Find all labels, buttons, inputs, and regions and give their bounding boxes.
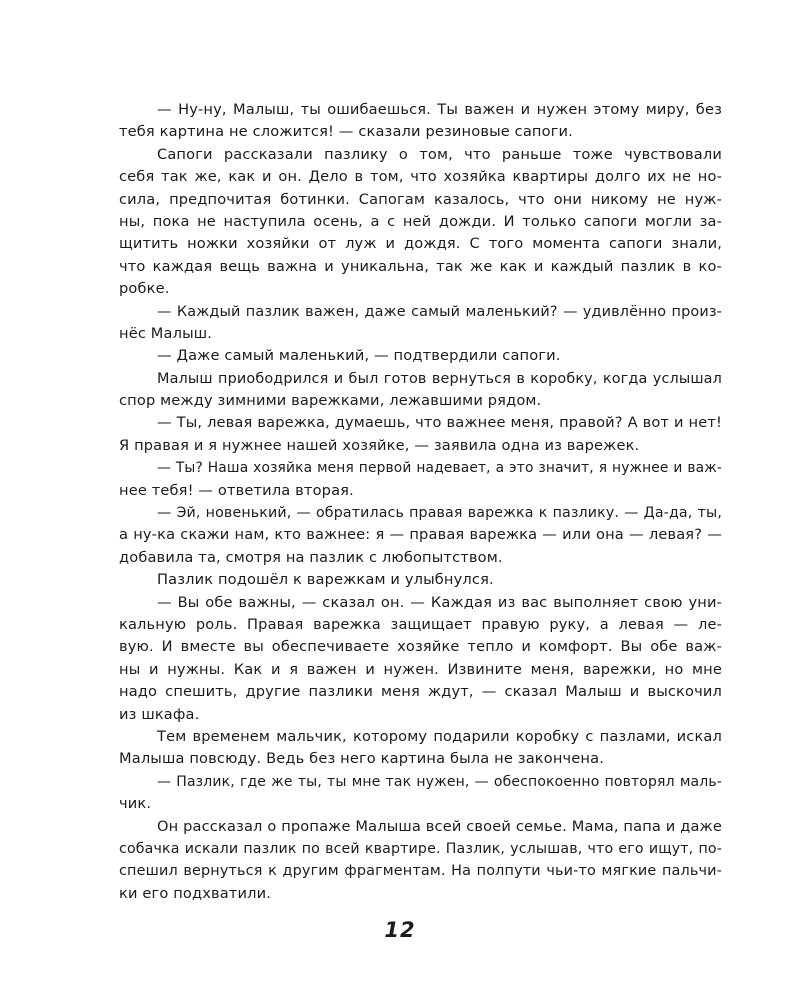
text-line: спор между зимними варежками, лежавшими рядом.: [119, 392, 542, 410]
text-line: — Пазлик, где же ты, ты мне так нужен, — обеспокоенно повторял маль-: [157, 773, 722, 790]
text-line: ки его подхватили.: [119, 884, 272, 902]
text-line: вую. И вместе вы обеспечиваете хозяйке тепло и комфорт. Вы обе важ-: [119, 638, 722, 656]
text-line: робке.: [119, 280, 170, 298]
text-line: — Ты? Наша хозяйка меня первой надевает, а это значит, я нужнее и важ-: [157, 460, 722, 477]
text-line: Малыш приободрился и был готов вернуться в коробку, когда услышал: [157, 370, 722, 387]
text-line: Пазлик подошёл к варежкам и улыбнулся.: [157, 571, 494, 589]
text-line: нее тебя! — ответила вторая.: [119, 481, 354, 499]
text-line: добавила та, смотря на пазлик с любопытством.: [119, 548, 503, 566]
text-line: кальную роль. Правая варежка защищает правую руку, а левая — ле-: [119, 615, 722, 633]
text-line: ны, пока не наступила осень, а с ней дожди. И только сапоги могли за-: [119, 212, 722, 230]
body-text: [119, 99, 722, 905]
text-line: ны и нужны. Как и я важен и нужен. Извините меня, варежки, но мне: [119, 660, 722, 678]
text-line: — Даже самый маленький, — подтвердили сапоги.: [157, 347, 561, 365]
text-line: чик.: [119, 795, 152, 813]
text-line: собачка искали пазлик по всей квартире. Пазлик, услышав, что его ищут, по-: [119, 840, 722, 857]
text-line: сила, предпочитая ботинки. Сапогам казалось, что они никому не нуж-: [119, 190, 722, 208]
text-line: что каждая вещь важна и уникальна, так же как и каждый пазлик в ко-: [119, 257, 722, 275]
text-line: а ну-ка скажи нам, кто важнее: я — правая варежка — или она — левая? —: [119, 526, 722, 544]
text-line: Он рассказал о пропаже Малыша всей своей семье. Мама, папа и даже: [157, 817, 722, 835]
text-line: щитить ножки хозяйки от луж и дождя. С того момента сапоги знали,: [119, 235, 722, 253]
text-line: Сапоги рассказали пазлику о том, что раньше тоже чувствовали: [157, 145, 722, 163]
text-line: надо спешить, другие пазлики меня ждут, — сказал Малыш и выскочил: [119, 683, 722, 701]
text-line: нёс Малыш.: [119, 324, 213, 342]
text-line: — Вы обе важны, — сказал он. — Каждая из вас выполняет свою уни-: [157, 593, 722, 611]
text-line: — Каждый пазлик важен, даже самый маленький? — удивлённо произ-: [157, 303, 722, 320]
text-line: тебя картина не сложится! — сказали резиновые сапоги.: [119, 123, 573, 141]
text-line: Малыша повсюду. Ведь без него картина была не закончена.: [119, 750, 604, 768]
text-line: из шкафа.: [119, 705, 200, 723]
text-line: Я правая и я нужнее нашей хозяйке, — заявила одна из варежек.: [119, 436, 640, 454]
page-number: 12: [384, 918, 416, 942]
text-line: себя так же, как и он. Дело в том, что хозяйка квартиры долго их не но-: [119, 168, 722, 186]
text-line: — Ну-ну, Малыш, ты ошибаешься. Ты важен и нужен этому миру, без: [157, 101, 722, 118]
text-line: — Ты, левая варежка, думаешь, что важнее меня, правой? А вот и нет!: [157, 414, 722, 432]
text-line: спешил вернуться к другим фрагментам. На полпути чьи-то мягкие пальчи-: [119, 863, 722, 880]
text-line: — Эй, новенький, — обратилась правая варежка к пазлику. — Да-да, ты,: [157, 505, 722, 522]
text-line: Тем временем мальчик, которому подарили коробку с пазлами, искал: [157, 727, 722, 745]
